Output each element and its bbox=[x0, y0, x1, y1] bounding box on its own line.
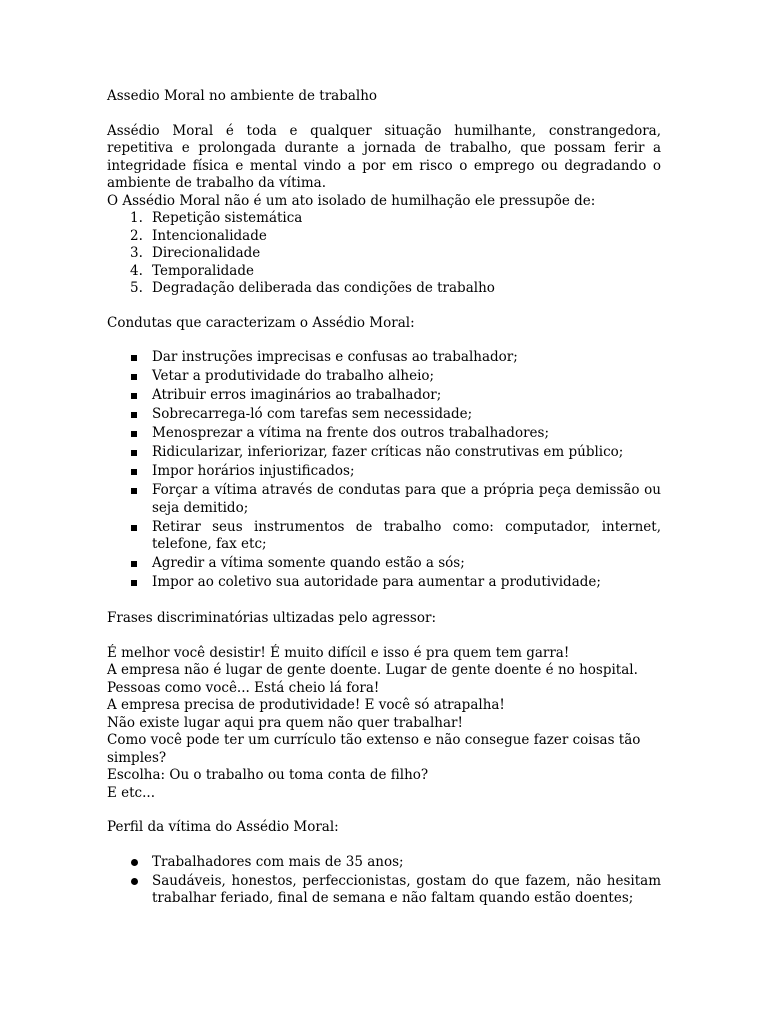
phrase-line: Escolha: Ou o trabalho ou toma conta de filho? bbox=[107, 767, 429, 783]
list-item bbox=[107, 263, 661, 281]
list-item bbox=[107, 425, 661, 443]
phrases-heading: Frases discriminatórias ultizadas pelo agressor: bbox=[107, 610, 436, 626]
item-text: Menosprezar a vítima na frente dos outros trabalhadores; bbox=[152, 425, 549, 441]
item-text: Dar instruções imprecisas e confusas ao trabalhador; bbox=[152, 349, 518, 365]
square-bullet-icon bbox=[107, 368, 152, 386]
list-item bbox=[107, 228, 661, 246]
phrase-line: E etc... bbox=[107, 784, 155, 801]
list-item bbox=[107, 245, 661, 263]
item-text: Sobrecarrega-ló com tarefas sem necessidade; bbox=[152, 406, 473, 422]
square-bullet-icon bbox=[107, 349, 152, 367]
item-number: 2. bbox=[130, 227, 143, 244]
item-text: Saudáveis, honestos, perfeccionistas, gostam do que fazem, não hesitam trabalhar feriado, final de semana e não faltam quando estão doentes; bbox=[152, 872, 661, 906]
square-bullet-icon bbox=[107, 406, 152, 424]
list-item bbox=[107, 482, 661, 517]
phrase-line: A empresa precisa de produtividade! E você só atrapalha! bbox=[107, 697, 505, 713]
square-bullet-icon bbox=[107, 387, 152, 405]
conducts-list bbox=[107, 349, 661, 592]
item-text: Impor ao coletivo sua autoridade para aumentar a produtividade; bbox=[152, 574, 601, 590]
round-bullet-icon bbox=[107, 854, 152, 872]
round-bullet-icon bbox=[107, 873, 152, 891]
list-item bbox=[107, 854, 661, 872]
square-bullet-icon bbox=[107, 425, 152, 443]
phrase-line: Não existe lugar aqui pra quem não quer trabalhar! bbox=[107, 714, 463, 731]
item-text: Atribuir erros imaginários ao trabalhador; bbox=[152, 387, 442, 403]
phrases-block bbox=[107, 645, 661, 803]
profile-heading: Perfil da vítima do Assédio Moral: bbox=[107, 819, 339, 835]
intro-paragraph: Assédio Moral é toda e qualquer situação humilhante, constrangedora, repetitiva e prolongada durante a jornada de trabalho, que possam ferir a integridade física e mental vindo a por em risco o emprego ou degradando o ambiente de trabalho da vítima. bbox=[107, 122, 661, 191]
list-item bbox=[107, 463, 661, 481]
item-text: Temporalidade bbox=[152, 262, 254, 279]
square-bullet-icon bbox=[107, 555, 152, 573]
phrase-line: Pessoas como você... Está cheio lá fora! bbox=[107, 679, 380, 696]
square-bullet-icon bbox=[107, 482, 152, 500]
list-item bbox=[107, 368, 661, 386]
item-text: Trabalhadores com mais de 35 anos; bbox=[152, 853, 404, 870]
item-text: Vetar a produtividade do trabalho alheio; bbox=[152, 368, 435, 384]
list-item bbox=[107, 349, 661, 367]
item-number: 1. bbox=[130, 210, 143, 226]
profile-list bbox=[107, 854, 661, 908]
phrase-line: É melhor você desistir! É muito difícil e isso é pra quem tem garra! bbox=[107, 644, 570, 661]
list-item bbox=[107, 210, 661, 228]
square-bullet-icon bbox=[107, 444, 152, 462]
item-number: 4. bbox=[130, 262, 143, 279]
list-item bbox=[107, 519, 661, 554]
requirements-list bbox=[107, 210, 661, 298]
item-text: Impor horários injustificados; bbox=[152, 463, 355, 479]
square-bullet-icon bbox=[107, 519, 152, 537]
item-number: 3. bbox=[130, 245, 143, 261]
presupposes-line: O Assédio Moral não é um ato isolado de humilhação ele pressupõe de: bbox=[107, 192, 596, 209]
conducts-heading: Condutas que caracterizam o Assédio Moral: bbox=[107, 314, 415, 331]
list-item bbox=[107, 574, 661, 592]
square-bullet-icon bbox=[107, 463, 152, 481]
item-number: 5. bbox=[130, 280, 143, 296]
phrase-line: Como você pode ter um currículo tão extenso e não consegue fazer coisas tão simples? bbox=[107, 732, 641, 766]
list-item bbox=[107, 406, 661, 424]
item-text: Direcionalidade bbox=[152, 245, 261, 261]
phrase-line: A empresa não é lugar de gente doente. Lugar de gente doente é no hospital. bbox=[107, 662, 638, 678]
list-item bbox=[107, 555, 661, 573]
list-item bbox=[107, 280, 661, 298]
square-bullet-icon bbox=[107, 574, 152, 592]
list-item bbox=[107, 873, 661, 908]
document-page bbox=[107, 88, 661, 909]
item-text: Ridicularizar, inferiorizar, fazer críticas não construtivas em público; bbox=[152, 444, 624, 460]
item-text: Degradação deliberada das condições de trabalho bbox=[152, 280, 495, 296]
item-text: Intencionalidade bbox=[152, 227, 267, 244]
item-text: Repetição sistemática bbox=[152, 210, 303, 226]
item-text: Retirar seus instrumentos de trabalho como: computador, internet, telefone, fax etc; bbox=[152, 518, 661, 552]
document-title: Assedio Moral no ambiente de trabalho bbox=[107, 88, 378, 104]
item-text: Forçar a vítima através de condutas para que a própria peça demissão ou seja demitido; bbox=[152, 482, 661, 516]
list-item bbox=[107, 444, 661, 462]
item-text: Agredir a vítima somente quando estão a sós; bbox=[152, 555, 465, 571]
list-item bbox=[107, 387, 661, 405]
